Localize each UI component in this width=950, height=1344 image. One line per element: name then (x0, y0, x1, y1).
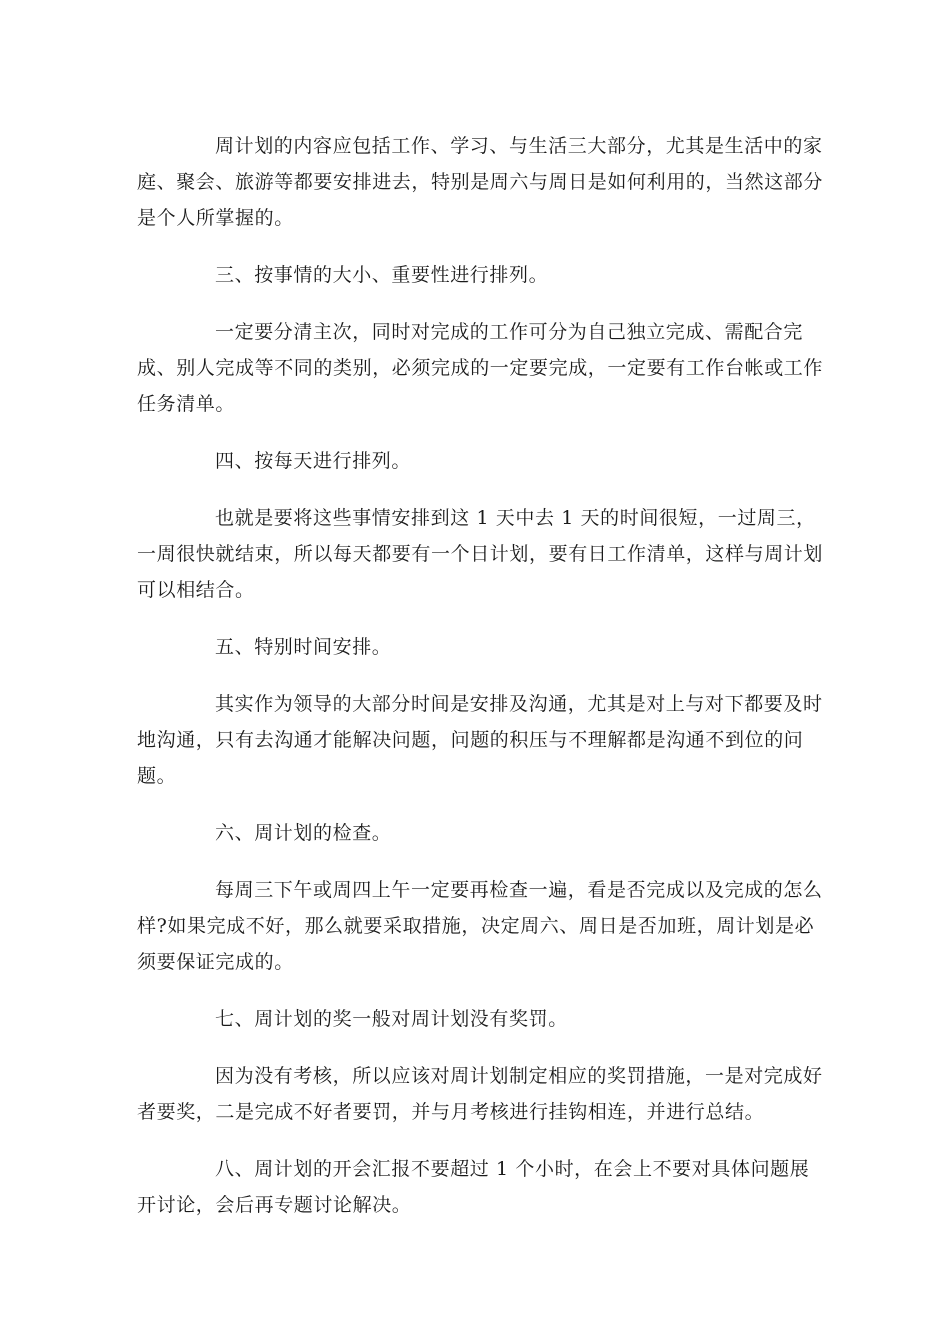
paragraph-communication: 其实作为领导的大部分时间是安排及沟通，尤其是对上与对下都要及时地沟通，只有去沟通才能解决问题，问题的积压与不理解都是沟通不到位的问题。 (137, 693, 823, 787)
paragraph-weekly-plan-content: 周计划的内容应包括工作、学习、与生活三大部分，尤其是生活中的家庭、聚会、旅游等都要安排进去，特别是周六与周日是如何利用的，当然这部分是个人所掌握的。 (137, 135, 824, 229)
section-heading-3: 三、按事情的大小、重要性进行排列。 (215, 264, 549, 286)
paragraph-check: 每周三下午或周四上午一定要再检查一遍，看是否完成以及完成的怎么样?如果完成不好，那么就要采取措施，决定周六、周日是否加班，周计划是必须要保证完成的。 (137, 879, 823, 973)
paragraph-rewards: 因为没有考核，所以应该对周计划制定相应的奖罚措施，一是对完成好者要奖，二是完成不好者要罚，并与月考核进行挂钩相连，并进行总结。 (137, 1065, 823, 1123)
section-heading-6: 六、周计划的检查。 (215, 822, 392, 844)
paragraph-priorities: 一定要分清主次，同时对完成的工作可分为自己独立完成、需配合完成、别人完成等不同的类别，必须完成的一定要完成，一定要有工作台帐或工作任务清单。 (137, 321, 824, 415)
paragraph-daily-plan: 也就是要将这些事情安排到这 1 天中去 1 天的时间很短，一过周三，一周很快就结束，所以每天都要有一个日计划，要有日工作清单，这样与周计划可以相结合。 (137, 507, 824, 601)
section-heading-8: 八、周计划的开会汇报不要超过 1 个小时，在会上不要对具体问题展开讨论，会后再专题讨论解决。 (137, 1158, 810, 1216)
section-heading-4: 四、按每天进行排列。 (215, 450, 412, 472)
document-body (137, 128, 827, 1244)
section-heading-5: 五、特别时间安排。 (215, 636, 392, 658)
section-heading-7: 七、周计划的奖一般对周计划没有奖罚。 (215, 1008, 568, 1030)
